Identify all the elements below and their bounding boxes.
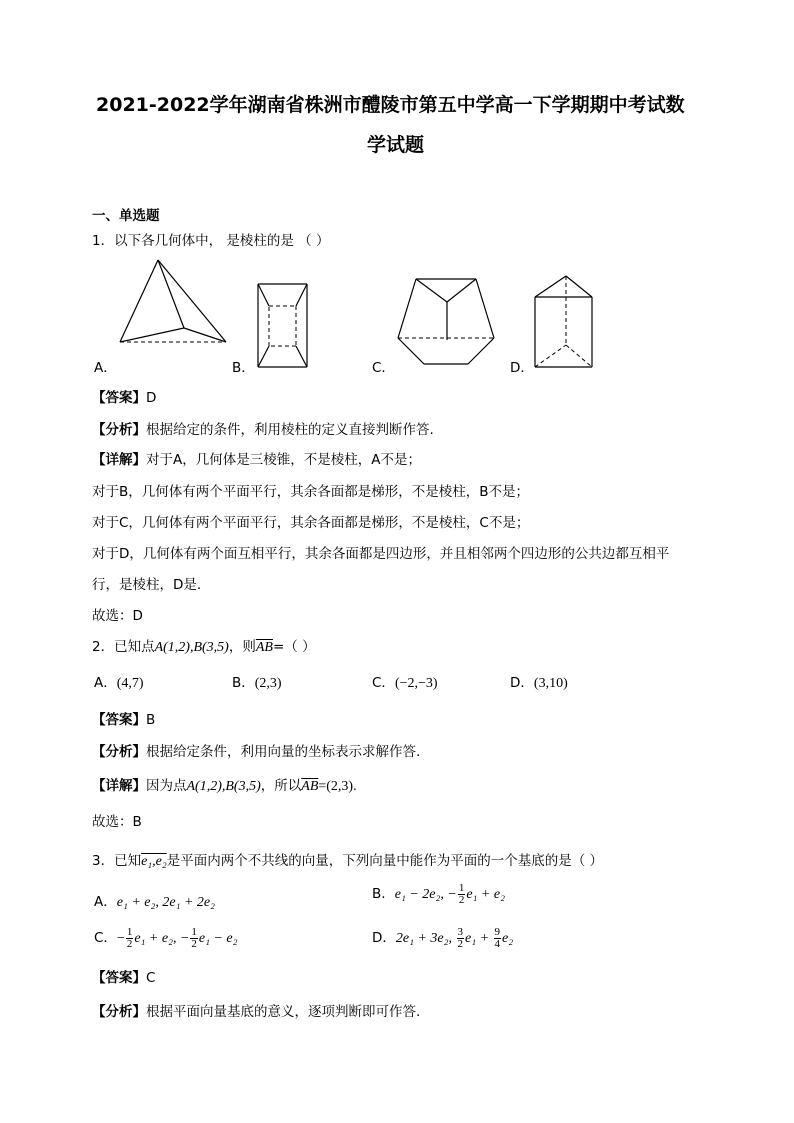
option-label: D． bbox=[510, 675, 534, 691]
q2-option-b bbox=[232, 671, 282, 692]
option-label: B． bbox=[372, 886, 395, 902]
q1-stem: 1．以下各几何体中， 是棱柱的是 （ ） bbox=[92, 233, 330, 249]
q3-option-d bbox=[372, 926, 513, 950]
q2-stem-prefix: 2．已知点 bbox=[92, 639, 155, 655]
option-part: e₁ + e₂ bbox=[466, 887, 505, 902]
page-title-line1: 2021-2022学年湖南省株洲市醴陵市第五中学高一下学期期中考试数 bbox=[96, 94, 685, 116]
fraction-numerator: 3 bbox=[457, 925, 464, 938]
q1-option-c: C． bbox=[372, 360, 395, 376]
q2-stem-suffix: =（ ） bbox=[272, 639, 316, 655]
fraction-numerator: 1 bbox=[458, 881, 465, 894]
option-label: A． bbox=[94, 675, 117, 691]
q2-vector-ab: $\overline{AB}$ bbox=[255, 640, 273, 655]
q3-option-a bbox=[94, 890, 215, 911]
analysis-tag: 【分析】 bbox=[92, 1004, 146, 1020]
analysis-tag: 【分析】 bbox=[92, 744, 146, 760]
q3-stem-prefix: 3．已知 bbox=[92, 853, 142, 869]
detail-mid: ，所以 bbox=[260, 778, 302, 794]
option-value: (−2,−3) bbox=[394, 676, 438, 691]
option-label: D． bbox=[372, 930, 396, 946]
detail-text: 对于A，几何体是三棱锥，不是棱柱，A不是； bbox=[146, 452, 421, 468]
fraction-numerator: 1 bbox=[191, 925, 197, 938]
q2-choice: 故选：B bbox=[92, 814, 142, 830]
q3-stem-suffix: 是平面内两个不共线的向量，下列向量中能作为平面的一个基底的是（ ） bbox=[166, 853, 604, 869]
detail-prefix: 因为点 bbox=[146, 778, 187, 794]
option-part: e₁ + bbox=[465, 931, 493, 946]
q1-option-d: D． bbox=[510, 360, 534, 376]
option-label: C． bbox=[94, 930, 117, 946]
detail-tag: 【详解】 bbox=[92, 452, 146, 468]
q3-analysis bbox=[92, 1000, 420, 1020]
q1-figure-c-frustum bbox=[396, 278, 496, 366]
q1-figure-a-pyramid bbox=[118, 258, 228, 348]
option-sign: − bbox=[116, 931, 125, 946]
fraction-numerator: 9 bbox=[494, 925, 501, 938]
detail-tag: 【详解】 bbox=[92, 778, 146, 794]
q2-detail bbox=[92, 774, 357, 795]
detail-result: =(2,3). bbox=[318, 779, 357, 794]
analysis-tag: 【分析】 bbox=[92, 422, 146, 438]
q2-points: A(1,2),B(3,5) bbox=[154, 640, 229, 655]
q1-option-b: B． bbox=[232, 360, 255, 376]
detail-points: A(1,2),B(3,5) bbox=[186, 779, 261, 794]
fraction-denominator: 4 bbox=[494, 937, 501, 950]
q2-answer bbox=[92, 708, 155, 728]
fraction bbox=[494, 927, 502, 950]
fraction-denominator: 2 bbox=[191, 937, 197, 950]
analysis-text: 根据给定的条件，利用棱柱的定义直接判断作答. bbox=[146, 422, 434, 438]
q2-stem-mid: ，则 bbox=[228, 639, 256, 655]
page-title-line2: 学试题 bbox=[367, 134, 425, 156]
q1-analysis bbox=[92, 418, 434, 438]
q3-stem bbox=[92, 849, 603, 870]
fraction-denominator: 2 bbox=[458, 893, 465, 906]
q1-detail-line2: 对于B，几何体有两个平面平行，其余各面都是梯形，不是棱柱，B不是； bbox=[92, 484, 530, 500]
fraction-denominator: 2 bbox=[457, 937, 464, 950]
answer-tag: 【答案】 bbox=[92, 970, 146, 986]
option-part: 2e₁ + 3e₂, bbox=[395, 931, 456, 946]
analysis-text: 根据平面向量基底的意义，逐项判断即可作答. bbox=[146, 1004, 421, 1020]
answer-value: B bbox=[146, 712, 156, 728]
q3-answer bbox=[92, 966, 155, 986]
q3-option-c bbox=[94, 926, 238, 950]
option-label: B． bbox=[232, 675, 255, 691]
answer-tag: 【答案】 bbox=[92, 712, 146, 728]
fraction-denominator: 2 bbox=[126, 937, 133, 950]
option-part: e₁ − e₂ bbox=[198, 931, 238, 946]
q1-answer bbox=[92, 386, 156, 406]
q1-choice: 故选：D bbox=[92, 608, 143, 624]
section-heading: 一、单选题 bbox=[92, 208, 160, 224]
q3-option-b bbox=[372, 882, 505, 906]
answer-value: D bbox=[146, 390, 157, 406]
option-value: (4,7) bbox=[116, 676, 144, 691]
option-label: C． bbox=[372, 675, 395, 691]
option-part: e₁ − 2e₂, − bbox=[394, 887, 457, 902]
q1-figure-b-frustum bbox=[257, 283, 309, 369]
q1-detail-line1 bbox=[92, 448, 421, 468]
q2-stem bbox=[92, 635, 316, 656]
option-value: e₁ + e₂, 2e₁ + 2e₂ bbox=[116, 895, 215, 910]
q1-option-a: A． bbox=[94, 360, 117, 376]
q1-detail-line5: 行，是棱柱，D是. bbox=[92, 577, 202, 593]
q2-option-d bbox=[510, 671, 568, 692]
q2-analysis bbox=[92, 740, 420, 760]
q1-detail-line3: 对于C，几何体有两个平面平行，其余各面都是梯形，不是棱柱，C不是； bbox=[92, 515, 530, 531]
answer-tag: 【答案】 bbox=[92, 390, 146, 406]
q3-vectors: e₁,e₂ bbox=[141, 854, 167, 869]
q1-detail-line4: 对于D，几何体有两个面互相平行，其余各面都是四边形，并且相邻两个四边形的公共边都互相平 bbox=[92, 546, 670, 562]
q1-figure-d-prism bbox=[534, 275, 594, 369]
fraction-numerator: 1 bbox=[126, 925, 133, 938]
q2-option-a bbox=[94, 671, 144, 692]
fraction bbox=[457, 927, 465, 950]
fraction bbox=[126, 927, 134, 950]
option-part: e₂ bbox=[502, 931, 514, 946]
option-label: A． bbox=[94, 894, 117, 910]
analysis-text: 根据给定条件，利用向量的坐标表示求解作答. bbox=[146, 744, 421, 760]
option-part: e₁ + e₂, − bbox=[134, 931, 190, 946]
fraction bbox=[190, 927, 198, 950]
option-value: (3,10) bbox=[533, 676, 568, 691]
detail-vector-ab: $\overline{AB}$ bbox=[301, 779, 319, 794]
option-value: (2,3) bbox=[254, 676, 282, 691]
answer-value: C bbox=[146, 970, 156, 986]
q2-option-c bbox=[372, 671, 438, 692]
fraction bbox=[458, 883, 466, 906]
